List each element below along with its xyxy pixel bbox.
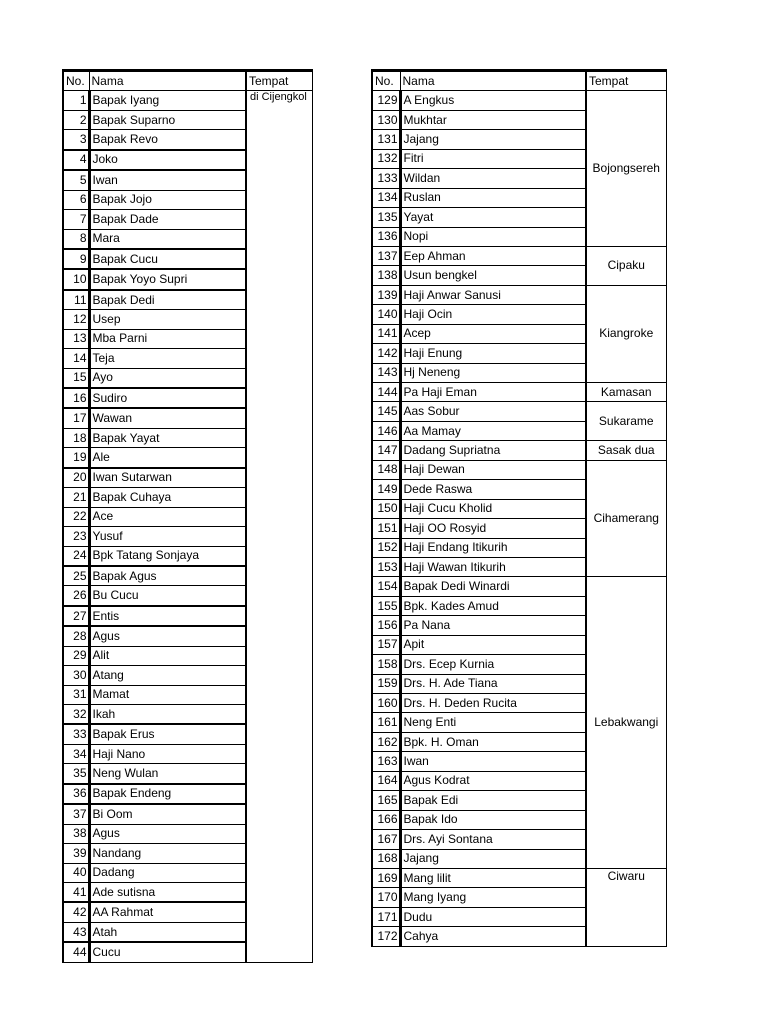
row-number: 12 — [63, 310, 89, 329]
row-number: 170 — [372, 888, 400, 907]
row-number: 161 — [372, 713, 400, 732]
row-name: Aas Sobur — [400, 402, 586, 421]
row-name: Bpk. Kades Amud — [400, 596, 586, 615]
row-number: 163 — [372, 752, 400, 771]
row-number: 169 — [372, 868, 400, 887]
row-number: 29 — [63, 646, 89, 665]
row-number: 1 — [63, 91, 89, 110]
row-name: Mba Parni — [89, 329, 246, 348]
row-number: 139 — [372, 285, 400, 304]
row-name: Bapak Dedi Winardi — [400, 577, 586, 596]
row-number: 17 — [63, 408, 89, 428]
row-name: Haji OO Rosyid — [400, 519, 586, 538]
row-name: Bapak Yoyo Supri — [89, 269, 246, 289]
row-name: Bapak Cucu — [89, 249, 246, 269]
left-header-row — [63, 71, 312, 91]
row-name: Haji Ocin — [400, 305, 586, 324]
table-row — [372, 441, 666, 460]
row-number: 13 — [63, 329, 89, 348]
place-kiangroke: Kiangroke — [586, 285, 666, 382]
row-name: Agus — [89, 824, 246, 843]
row-number: 8 — [63, 229, 89, 249]
row-number: 34 — [63, 744, 89, 763]
row-name: Atang — [89, 666, 246, 685]
row-number: 148 — [372, 460, 400, 479]
row-name: Jajang — [400, 849, 586, 868]
row-name: Sudiro — [89, 388, 246, 408]
row-number: 146 — [372, 421, 400, 440]
header-nama: Nama — [400, 71, 586, 91]
row-name: Bi Oom — [89, 804, 246, 824]
row-name: Nopi — [400, 227, 586, 246]
row-number: 4 — [63, 150, 89, 170]
row-name: Ale — [89, 448, 246, 468]
row-number: 129 — [372, 91, 400, 110]
row-number: 135 — [372, 208, 400, 227]
table-row — [372, 285, 666, 304]
row-name: Nandang — [89, 844, 246, 863]
row-number: 31 — [63, 685, 89, 704]
row-name: Drs. Ayi Sontana — [400, 830, 586, 849]
row-number: 43 — [63, 922, 89, 942]
row-number: 149 — [372, 480, 400, 499]
row-number: 41 — [63, 882, 89, 902]
row-name: Bpk. H. Oman — [400, 732, 586, 751]
place-sukarame: Sukarame — [586, 402, 666, 441]
row-number: 15 — [63, 368, 89, 388]
row-name: Cucu — [89, 942, 246, 962]
header-nama: Nama — [89, 71, 246, 91]
row-number: 166 — [372, 810, 400, 829]
row-name: Bapak Agus — [89, 566, 246, 586]
row-name: Bapak Suparno — [89, 110, 246, 129]
row-name: Teja — [89, 349, 246, 368]
row-number: 138 — [372, 266, 400, 285]
row-number: 18 — [63, 428, 89, 447]
row-number: 172 — [372, 927, 400, 946]
header-no: No. — [63, 71, 89, 91]
row-name: AA Rahmat — [89, 902, 246, 922]
row-name: Bapak Endeng — [89, 784, 246, 804]
row-number: 141 — [372, 324, 400, 343]
row-number: 142 — [372, 344, 400, 363]
row-number: 38 — [63, 824, 89, 843]
row-number: 157 — [372, 635, 400, 654]
row-name: Mara — [89, 229, 246, 249]
row-name: Entis — [89, 606, 246, 626]
place-ciwaru: Ciwaru — [586, 868, 666, 946]
left-table-body — [63, 71, 312, 963]
row-name: Atah — [89, 922, 246, 942]
row-name: Pa Haji Eman — [400, 383, 586, 402]
row-name: Bapak Erus — [89, 724, 246, 744]
row-name: Bapak Jojo — [89, 190, 246, 209]
row-number: 137 — [372, 246, 400, 265]
row-number: 26 — [63, 586, 89, 606]
row-name: Iwan — [400, 752, 586, 771]
row-number: 14 — [63, 349, 89, 368]
row-name: Mukhtar — [400, 110, 586, 129]
row-name: Bapak Revo — [89, 130, 246, 150]
row-name: Neng Wulan — [89, 764, 246, 784]
row-number: 37 — [63, 804, 89, 824]
row-name: Jajang — [400, 130, 586, 149]
row-number: 7 — [63, 210, 89, 229]
row-name: Iwan Sutarwan — [89, 468, 246, 488]
row-number: 30 — [63, 666, 89, 685]
row-number: 130 — [372, 110, 400, 129]
row-name: Bu Cucu — [89, 586, 246, 606]
row-name: Haji Cucu Kholid — [400, 499, 586, 518]
row-number: 9 — [63, 249, 89, 269]
row-name: Bapak Yayat — [89, 428, 246, 447]
row-number: 21 — [63, 488, 89, 507]
row-number: 156 — [372, 616, 400, 635]
row-number: 44 — [63, 942, 89, 962]
row-number: 16 — [63, 388, 89, 408]
row-number: 33 — [63, 724, 89, 744]
table-row — [372, 246, 666, 265]
row-number: 23 — [63, 527, 89, 546]
row-number: 10 — [63, 269, 89, 289]
left-table — [62, 69, 313, 963]
row-name: Bpk Tatang Sonjaya — [89, 546, 246, 566]
row-number: 27 — [63, 606, 89, 626]
row-name: Aa Mamay — [400, 421, 586, 440]
header-tempat: Tempat — [586, 71, 666, 91]
row-name: Mang Iyang — [400, 888, 586, 907]
row-number: 3 — [63, 130, 89, 150]
row-name: Haji Anwar Sanusi — [400, 285, 586, 304]
row-name: Alit — [89, 646, 246, 665]
row-number: 24 — [63, 546, 89, 566]
row-number: 19 — [63, 448, 89, 468]
table-row — [372, 383, 666, 402]
row-name: Yayat — [400, 208, 586, 227]
row-name: Eep Ahman — [400, 246, 586, 265]
row-name: Mamat — [89, 685, 246, 704]
row-number: 32 — [63, 705, 89, 725]
row-number: 28 — [63, 626, 89, 646]
row-name: Bapak Iyang — [89, 91, 246, 110]
row-number: 2 — [63, 110, 89, 129]
row-number: 11 — [63, 290, 89, 310]
table-row — [63, 91, 312, 110]
row-number: 22 — [63, 507, 89, 526]
row-name: Ayo — [89, 368, 246, 388]
row-number: 164 — [372, 771, 400, 790]
row-number: 39 — [63, 844, 89, 863]
row-name: Ikah — [89, 705, 246, 725]
place-cihamerang: Cihamerang — [586, 460, 666, 577]
row-number: 145 — [372, 402, 400, 421]
table-row — [372, 577, 666, 596]
right-table-body — [372, 71, 666, 947]
row-number: 162 — [372, 732, 400, 751]
row-name: Haji Endang Itikurih — [400, 538, 586, 557]
row-name: Drs. Ecep Kurnia — [400, 655, 586, 674]
place-sasak-dua: Sasak dua — [586, 441, 666, 460]
row-number: 165 — [372, 791, 400, 810]
row-name: Wildan — [400, 169, 586, 188]
row-name: Ade sutisna — [89, 882, 246, 902]
row-name: Dudu — [400, 907, 586, 926]
row-number: 155 — [372, 596, 400, 615]
row-name: Mang lilit — [400, 868, 586, 887]
row-name: Dadang Supriatna — [400, 441, 586, 460]
row-name: A Engkus — [400, 91, 586, 110]
row-name: Ace — [89, 507, 246, 526]
row-name: Pa Nana — [400, 616, 586, 635]
table-row — [372, 868, 666, 887]
row-name: Acep — [400, 324, 586, 343]
row-number: 6 — [63, 190, 89, 209]
row-name: Neng Enti — [400, 713, 586, 732]
row-name: Drs. H. Deden Rucita — [400, 694, 586, 713]
row-name: Haji Enung — [400, 344, 586, 363]
row-number: 151 — [372, 519, 400, 538]
row-number: 144 — [372, 383, 400, 402]
row-name: Hj Neneng — [400, 363, 586, 382]
row-number: 154 — [372, 577, 400, 596]
row-number: 147 — [372, 441, 400, 460]
row-name: Ruslan — [400, 188, 586, 207]
row-name: Apit — [400, 635, 586, 654]
place-cijengkol: di Cijengkol — [246, 91, 312, 962]
row-name: Fitri — [400, 149, 586, 168]
row-name: Bapak Cuhaya — [89, 488, 246, 507]
row-number: 134 — [372, 188, 400, 207]
row-name: Bapak Dade — [89, 210, 246, 229]
row-number: 152 — [372, 538, 400, 557]
header-no: No. — [372, 71, 400, 91]
row-name: Cahya — [400, 927, 586, 946]
row-number: 131 — [372, 130, 400, 149]
row-name: Drs. H. Ade Tiana — [400, 674, 586, 693]
row-number: 143 — [372, 363, 400, 382]
row-number: 132 — [372, 149, 400, 168]
header-tempat: Tempat — [246, 71, 312, 91]
row-name: Dede Raswa — [400, 480, 586, 499]
row-number: 133 — [372, 169, 400, 188]
place-lebakwangi: Lebakwangi — [586, 577, 666, 869]
row-number: 20 — [63, 468, 89, 488]
row-name: Haji Wawan Itikurih — [400, 557, 586, 576]
row-number: 167 — [372, 830, 400, 849]
right-header-row — [372, 71, 666, 91]
row-number: 140 — [372, 305, 400, 324]
row-number: 5 — [63, 170, 89, 190]
row-number: 35 — [63, 764, 89, 784]
table-row — [372, 402, 666, 421]
row-name: Iwan — [89, 170, 246, 190]
row-name: Usep — [89, 310, 246, 329]
row-name: Wawan — [89, 408, 246, 428]
row-name: Yusuf — [89, 527, 246, 546]
table-row — [372, 460, 666, 479]
row-number: 42 — [63, 902, 89, 922]
row-name: Haji Dewan — [400, 460, 586, 479]
row-number: 168 — [372, 849, 400, 868]
row-number: 158 — [372, 655, 400, 674]
table-row — [372, 91, 666, 110]
row-number: 36 — [63, 784, 89, 804]
row-number: 160 — [372, 694, 400, 713]
row-name: Bapak Dedi — [89, 290, 246, 310]
row-number: 153 — [372, 557, 400, 576]
row-number: 171 — [372, 907, 400, 926]
row-number: 136 — [372, 227, 400, 246]
row-name: Usun bengkel — [400, 266, 586, 285]
place-cipaku: Cipaku — [586, 246, 666, 285]
row-number: 159 — [372, 674, 400, 693]
row-number: 25 — [63, 566, 89, 586]
row-name: Agus — [89, 626, 246, 646]
right-table — [371, 69, 667, 947]
row-number: 150 — [372, 499, 400, 518]
row-name: Bapak Ido — [400, 810, 586, 829]
row-name: Dadang — [89, 863, 246, 882]
row-name: Haji Nano — [89, 744, 246, 763]
row-name: Bapak Edi — [400, 791, 586, 810]
row-name: Agus Kodrat — [400, 771, 586, 790]
row-name: Joko — [89, 150, 246, 170]
place-bojongsereh: Bojongsereh — [586, 91, 666, 247]
place-kamasan: Kamasan — [586, 383, 666, 402]
row-number: 40 — [63, 863, 89, 882]
